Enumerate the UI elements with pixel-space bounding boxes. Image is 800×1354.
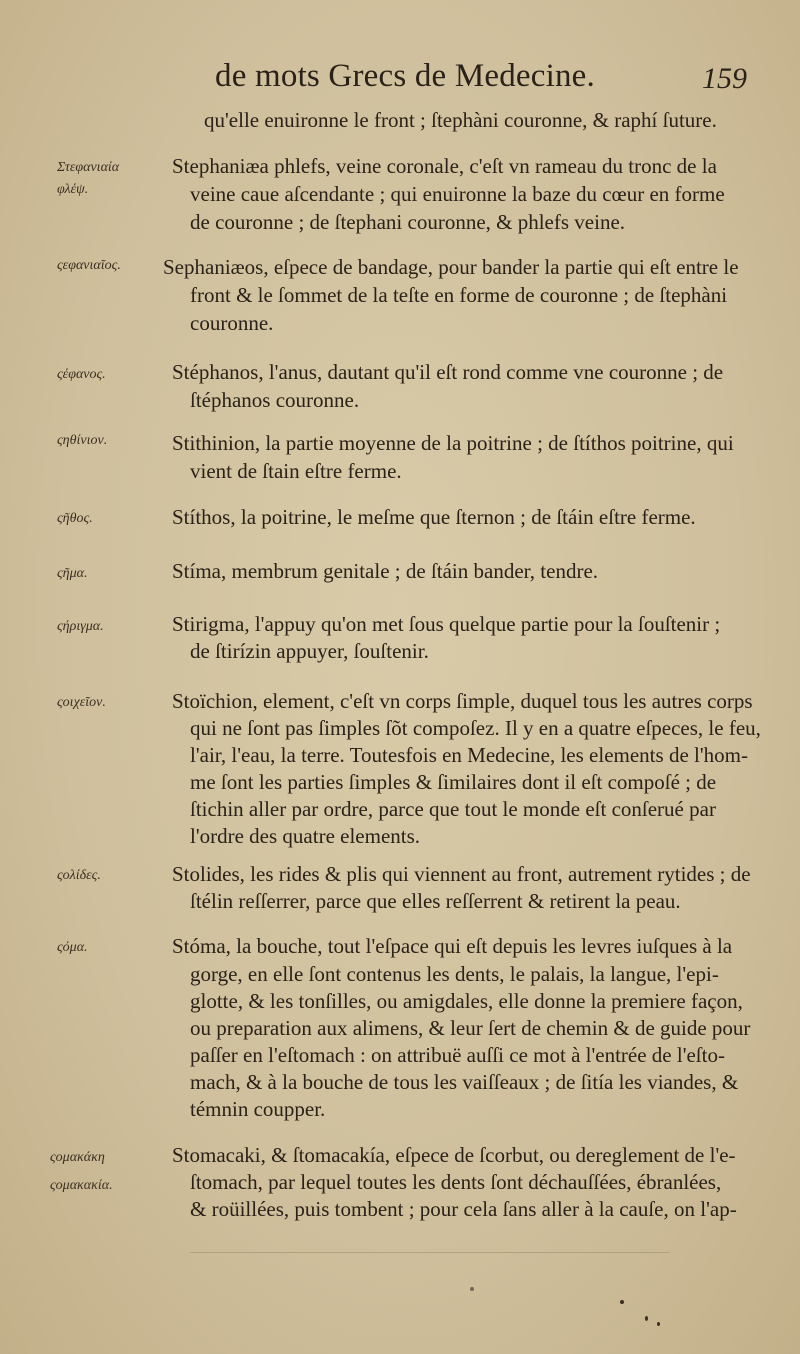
entry-1-line-1: veine caue aſcendante ; qui enuironne la baze du cœur en forme [190, 182, 725, 206]
entry-5-line-0: Stíthos, la poitrine, le meſme que ſternon ; de ſtáin eſtre ferme. [172, 505, 696, 529]
entry-11-line-2: & roüillées, puis tombent ; pour cela ſans aller à la cauſe, on l'ap- [190, 1197, 737, 1221]
entry-8-line-4: ſtichin aller par ordre, parce que tout le monde eſt conſerué par [190, 797, 716, 821]
entry-9-line-1: ſtélin reſſerrer, parce que elles reſſerrent & retirent la peau. [190, 889, 681, 913]
entry-11-greek-1: ςομακακία. [50, 1178, 113, 1193]
entry-10-line-5: mach, & à la bouche de tous les vaiſſeaux ; de ſitía les viandes, & [190, 1070, 739, 1094]
running-header [0, 58, 800, 108]
ink-spot [657, 1322, 660, 1326]
entry-4-line-0: Stithinion, la partie moyenne de la poitrine ; de ſtíthos poitrine, qui [172, 431, 734, 455]
entry-8-line-2: l'air, l'eau, la terre. Toutesfois en Medecine, les elements de l'hom- [190, 743, 748, 767]
entry-5-greek-0: ςῆθος. [57, 511, 93, 526]
entry-4-greek-0: ςηθίνιον. [57, 433, 108, 448]
entry-0-line-0: qu'elle enuironne le front ; ſtephàni couronne, & raphí ſuture. [204, 108, 717, 132]
entry-2-greek-0: ςεφανιαῖος. [57, 258, 121, 273]
bleed-through-line [190, 1252, 670, 1253]
entry-6-line-0: Stíma, membrum genitale ; de ſtáin bander, tendre. [172, 559, 599, 583]
entry-1-line-2: de couronne ; de ſtephani couronne, & phlefs veine. [190, 210, 626, 234]
entry-2-line-0: Sephaniæos, eſpece de bandage, pour bander la partie qui eſt entre le [163, 255, 739, 279]
entry-10-line-4: paſſer en l'eſtomach : on attribuë auſſi ce mot à l'entrée de l'eſto- [190, 1043, 725, 1067]
entry-7-greek-0: ςήριγμα. [57, 619, 104, 634]
entry-9-greek-0: ςολίδες. [57, 868, 101, 883]
entry-9-line-0: Stolides, les rides & plis qui viennent au front, autrement rytides ; de [172, 862, 751, 886]
ink-spot [620, 1300, 624, 1304]
entry-1-greek-1: φλέψ. [57, 182, 89, 197]
entry-11-line-0: Stomacaki, & ſtomacakía, eſpece de ſcorbut, ou dereglement de l'e- [172, 1143, 736, 1167]
entry-3-greek-0: ςέφανος. [57, 367, 106, 382]
entry-10-line-2: glotte, & les tonſilles, ou amigdales, elle donne la premiere façon, [190, 989, 743, 1013]
entry-6-greek-0: ςῆμα. [57, 566, 88, 581]
entry-1-line-0: Stephaniæa phlefs, veine coronale, c'eſt vn rameau du tronc de la [172, 154, 717, 178]
entry-7-line-1: de ſtirízin appuyer, ſouſtenir. [190, 639, 429, 663]
ink-spot [470, 1287, 474, 1291]
entry-2-line-1: front & le ſommet de la teſte en forme de couronne ; de ſtephàni [190, 283, 728, 307]
entry-7-line-0: Stirigma, l'appuy qu'on met ſous quelque partie pour la ſouſtenir ; [172, 612, 721, 636]
entry-11-line-1: ſtomach, par lequel toutes les dents ſont déchauſſées, ébranlées, [190, 1170, 722, 1194]
entry-8-greek-0: ςοιχεῖον. [57, 695, 106, 710]
entry-10-line-3: ou preparation aux alimens, & leur ſert de chemin & de guide pour [190, 1016, 751, 1040]
entry-11-greek-0: ςομακάκη [50, 1150, 105, 1165]
entry-4-line-1: vient de ſtain eſtre ferme. [190, 459, 402, 483]
entry-8-line-5: l'ordre des quatre elements. [190, 824, 421, 848]
entry-8-line-3: me ſont les parties ſimples & ſimilaires dont il eſt compoſé ; de [190, 770, 717, 794]
running-title: de mots Grecs de Medecine. [215, 58, 595, 94]
entry-10-line-6: témnin coupper. [190, 1097, 326, 1121]
entry-10-line-1: gorge, en elle ſont contenus les dents, le palais, la langue, l'epi- [190, 962, 719, 986]
entry-3-line-1: ſtéphanos couronne. [190, 388, 360, 412]
entry-10-greek-0: ςόμα. [57, 940, 88, 955]
entry-8-line-1: qui ne ſont pas ſimples ſõt compoſez. Il y en a quatre eſpeces, le feu, [190, 716, 761, 740]
entry-1-greek-0: Στεφανιαία [57, 160, 120, 175]
ink-spot [645, 1316, 648, 1321]
entry-10-line-0: Stóma, la bouche, tout l'eſpace qui eſt depuis les levres iuſques à la [172, 934, 733, 958]
entry-3-line-0: Stéphanos, l'anus, dautant qu'il eſt rond comme vne couronne ; de [172, 360, 724, 384]
entry-2-line-2: couronne. [190, 311, 274, 335]
entry-8-line-0: Stoïchion, element, c'eſt vn corps ſimple, duquel tous les autres corps [172, 689, 753, 713]
page-number: 159 [702, 62, 747, 95]
